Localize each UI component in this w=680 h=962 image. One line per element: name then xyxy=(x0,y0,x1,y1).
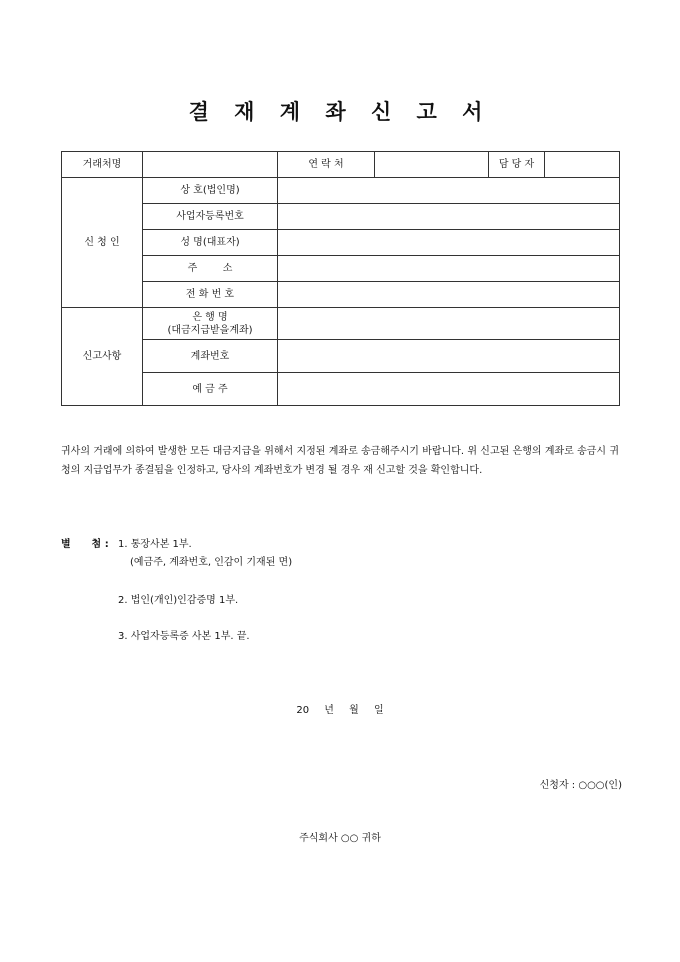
manager-field[interactable] xyxy=(545,152,620,178)
applicant-signature-line: 신청자 : ○○○(인) xyxy=(539,780,622,791)
representative-label: 성 명(대표자) xyxy=(143,230,278,256)
representative-field[interactable] xyxy=(278,230,620,256)
attachment-item-3: 3. 사업자등록증 사본 1부. 끝. xyxy=(118,631,250,642)
company-name-field[interactable] xyxy=(278,178,620,204)
phone-number-label: 전 화 번 호 xyxy=(143,282,278,308)
attachment-item-2: 2. 법인(개인)인감증명 1부. xyxy=(118,595,239,606)
bank-name-label xyxy=(143,308,278,340)
attachments-label: 별 첨 : xyxy=(61,539,109,550)
attachment-item-1: 1. 통장사본 1부. xyxy=(118,539,192,550)
bank-name-label-line1: 은 행 명 xyxy=(192,311,228,323)
applicant-section-label: 신 청 인 xyxy=(62,178,143,308)
addressee-line: 주식회사 ○○ 귀하 xyxy=(299,833,381,844)
attachment-item-1-note: (예금주, 계좌번호, 인감이 기재된 면) xyxy=(130,557,293,568)
manager-label: 담 당 자 xyxy=(489,152,545,178)
report-section-label: 신고사항 xyxy=(62,308,143,406)
address-label xyxy=(143,256,278,282)
contact-label: 연 락 처 xyxy=(278,152,375,178)
account-number-field[interactable] xyxy=(278,340,620,373)
trade-name-label: 거래처명 xyxy=(62,152,143,178)
business-reg-number-field[interactable] xyxy=(278,204,620,230)
address-field[interactable] xyxy=(278,256,620,282)
business-reg-number-label: 사업자등록번호 xyxy=(143,204,278,230)
account-number-label: 계좌번호 xyxy=(143,340,278,373)
company-name-label: 상 호(법인명) xyxy=(143,178,278,204)
bank-name-label-line2: (대금지급받을계좌) xyxy=(167,324,253,336)
date-line: 20 년 월 일 xyxy=(296,705,384,716)
contact-field[interactable] xyxy=(375,152,489,178)
address-label-text: 주 소 xyxy=(187,263,233,274)
confirmation-paragraph: 귀사의 거래에 의하여 발생한 모든 대금지급을 위해서 지정된 계좌로 송금해주시기 바랍니다. 위 신고된 은행의 계좌로 송금시 귀청의 지급업무가 종결됨을 인정하고, 당사의 계좌번호가 변경 될 경우 재 신고할 것을 확인합니다. xyxy=(61,446,619,476)
document-title: 결 재 계 좌 신 고 서 xyxy=(188,100,492,124)
account-report-table xyxy=(61,151,620,406)
trade-name-field[interactable] xyxy=(143,152,278,178)
bank-name-field[interactable] xyxy=(278,308,620,340)
account-holder-field[interactable] xyxy=(278,373,620,406)
phone-number-field[interactable] xyxy=(278,282,620,308)
account-holder-label: 예 금 주 xyxy=(143,373,278,406)
